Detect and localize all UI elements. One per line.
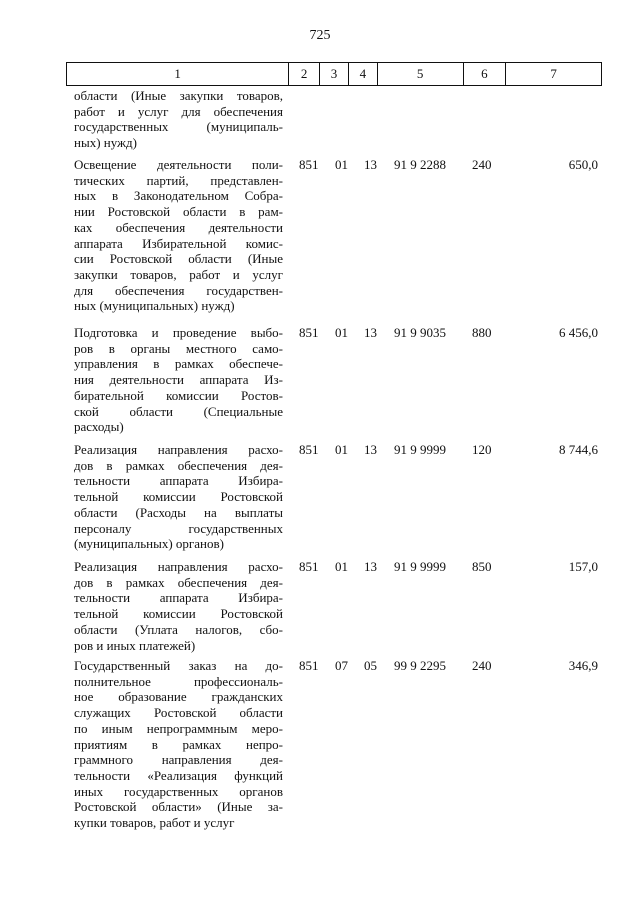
row-description: [74, 559, 283, 653]
description-line: тельности аппарата Избира-: [74, 590, 283, 606]
cell-c2: 851: [299, 442, 319, 457]
description-line: Ростовской области» (Иные за-: [74, 799, 283, 815]
header-col-1: 1: [67, 63, 289, 85]
header-col-4: 4: [349, 63, 378, 85]
description-line: тельной комиссии Ростовской: [74, 606, 283, 622]
description-line: для обеспечения государствен-: [74, 282, 283, 298]
page-number: 725: [309, 28, 331, 43]
header-col-7: 7: [550, 66, 557, 81]
cell-c3: 01: [335, 325, 348, 340]
cell-c6: 850: [472, 559, 492, 574]
row-description: [74, 88, 283, 151]
cell-c2: 851: [299, 658, 319, 673]
header-col-5: 5: [378, 63, 464, 85]
cell-c6: 240: [472, 658, 492, 673]
description-line: персоналу государственных: [74, 520, 283, 536]
description-line: полнительное профессиональ-: [74, 673, 283, 689]
cell-c2: 851: [299, 157, 319, 172]
cell-c7: 6 456,0: [559, 325, 598, 340]
cell-c5: 91 9 9999: [394, 442, 446, 457]
description-line: государственных (муниципаль-: [74, 119, 283, 135]
description-line: служащих Ростовской области: [74, 705, 283, 721]
cell-c4: 13: [364, 442, 377, 457]
description-line: ках обеспечения деятельности: [74, 219, 283, 235]
cell-c5: 91 9 9999: [394, 559, 446, 574]
cell-c7: 157,0: [568, 559, 598, 574]
cell-c3: 01: [335, 157, 348, 172]
description-line: ров в органы местного само-: [74, 340, 283, 356]
cell-c3: 01: [335, 442, 348, 457]
row-description: [74, 442, 283, 552]
cell-c6: 120: [472, 442, 492, 457]
cell-c3: 01: [335, 559, 348, 574]
cell-c4: 05: [364, 658, 377, 673]
row-description: [74, 157, 283, 314]
description-line: Реализация направления расхо-: [74, 442, 283, 457]
description-line: приятиям в рамках непро-: [74, 736, 283, 752]
row-description: [74, 658, 283, 831]
description-line: Государственный заказ на до-: [74, 658, 283, 673]
description-line: иных государственных органов: [74, 783, 283, 799]
description-line: области (Расходы на выплаты: [74, 504, 283, 520]
description-line: работ и услуг для обеспечения: [74, 103, 283, 119]
cell-c4: 13: [364, 325, 377, 340]
cell-c7: 346,9: [568, 658, 598, 673]
description-line: Подготовка и проведение выбо-: [74, 325, 283, 340]
cell-c5: 91 9 2288: [394, 157, 446, 172]
cell-c2: 851: [299, 325, 319, 340]
description-line: области (Иные закупки товаров,: [74, 88, 283, 103]
description-line: ных в Законодательном Собра-: [74, 188, 283, 204]
description-line: тельности «Реализация функций: [74, 767, 283, 783]
description-line: нии Ростовской области в рам-: [74, 204, 283, 220]
description-line: ния деятельности аппарата Из-: [74, 372, 283, 388]
description-line: аппарата Избирательной комис-: [74, 235, 283, 251]
cell-c3: 07: [335, 658, 348, 673]
cell-c2: 851: [299, 559, 319, 574]
row-description: [74, 325, 283, 435]
description-line: тических партий, представлен-: [74, 172, 283, 188]
description-line: тельной комиссии Ростовской: [74, 489, 283, 505]
description-line: по иным непрограммным меро-: [74, 720, 283, 736]
description-line: ное образование гражданских: [74, 689, 283, 705]
description-line: дов в рамках обеспечения дея-: [74, 457, 283, 473]
description-line: ров и иных платежей): [74, 637, 196, 653]
cell-c4: 13: [364, 157, 377, 172]
cell-c6: 880: [472, 325, 492, 340]
description-line: купки товаров, работ и услуг: [74, 815, 235, 831]
description-line: сии Ростовской области (Иные: [74, 251, 283, 267]
cell-c4: 13: [364, 559, 377, 574]
description-line: граммного направления дея-: [74, 752, 283, 768]
description-line: дов в рамках обеспечения дея-: [74, 574, 283, 590]
cell-c7: 650,0: [568, 157, 598, 172]
description-line: закупки товаров, работ и услуг: [74, 266, 283, 282]
description-line: ской области (Специальные: [74, 403, 283, 419]
table-header: [66, 62, 602, 86]
cell-c7: 8 744,6: [559, 442, 598, 457]
description-line: ных) нужд): [74, 135, 137, 151]
description-line: Освещение деятельности поли-: [74, 157, 283, 172]
header-col-2: 2: [289, 63, 320, 85]
description-line: ных (муниципальных) нужд): [74, 298, 235, 314]
header-col-3: 3: [320, 63, 349, 85]
description-line: Реализация направления расхо-: [74, 559, 283, 574]
description-line: управления в рамках обеспече-: [74, 356, 283, 372]
header-col-6: 6: [464, 63, 507, 85]
description-line: бирательной комиссии Ростов-: [74, 387, 283, 403]
description-line: области (Уплата налогов, сбо-: [74, 621, 283, 637]
description-line: (муниципальных) органов): [74, 536, 224, 552]
cell-c6: 240: [472, 157, 492, 172]
cell-c5: 91 9 9035: [394, 325, 446, 340]
description-line: расходы): [74, 419, 124, 435]
cell-c5: 99 9 2295: [394, 658, 446, 673]
description-line: тельности аппарата Избира-: [74, 473, 283, 489]
